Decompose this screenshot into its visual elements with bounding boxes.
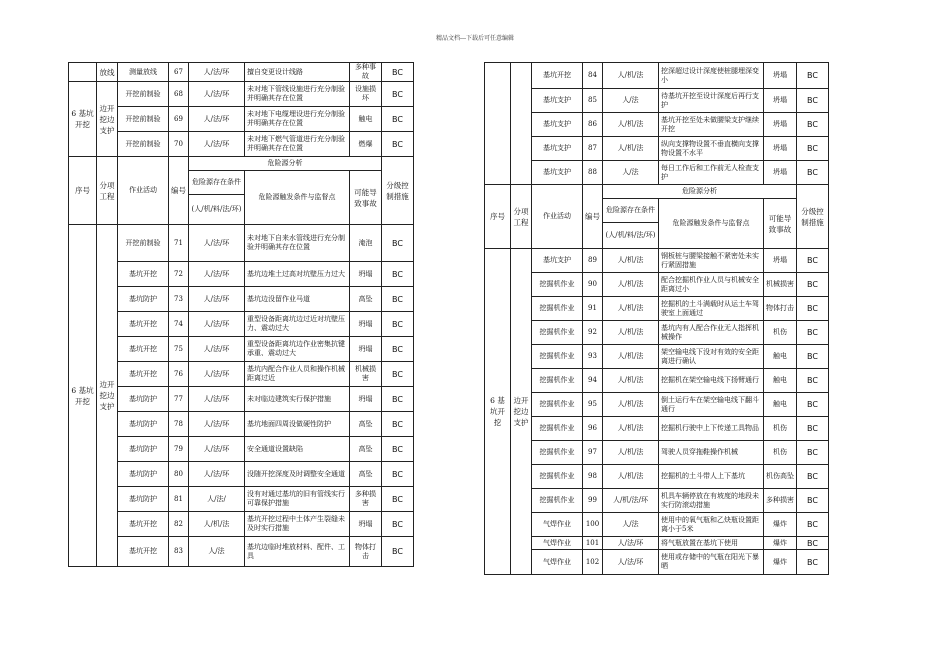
accident-cell: 坍塌	[350, 262, 382, 287]
activity-cell: 基坑防护	[118, 462, 169, 487]
control-level-cell: BC	[797, 417, 829, 441]
accident-cell: 坍塌	[350, 337, 382, 362]
hazard-condition-cell: 人/法/环	[189, 63, 245, 82]
control-level-cell: BC	[382, 337, 414, 362]
number-cell: 101	[583, 537, 603, 550]
hazard-condition-cell: 人/法/环	[603, 537, 659, 550]
hazard-condition-cell: 人/法/环	[189, 412, 245, 437]
trigger-cell: 未对地下自来水管线进行充分制验并明确其存在位置	[245, 225, 350, 262]
number-cell: 92	[583, 321, 603, 345]
group-seq-cell: 6 基坑开挖	[69, 82, 97, 157]
table-row	[485, 537, 829, 550]
control-level-cell: BC	[797, 345, 829, 369]
accident-cell: 爆炸	[764, 550, 797, 575]
activity-cell: 挖掘机作业	[532, 441, 583, 465]
accident-cell: 爆炸	[764, 513, 797, 537]
blank-cell	[511, 63, 532, 185]
trigger-cell: 每日工作后和工作前无人检查支护	[659, 161, 764, 185]
trigger-cell: 纵向支撑物设置不垂直横向支撑物设置不水平	[659, 137, 764, 161]
activity-cell: 挖掘机作业	[532, 321, 583, 345]
number-cell: 87	[583, 137, 603, 161]
control-level-cell: BC	[382, 412, 414, 437]
hazard-condition-cell: 人/法/环	[189, 437, 245, 462]
number-cell: 99	[583, 489, 603, 513]
hazard-condition-cell: 人/机/法/环	[603, 489, 659, 513]
activity-cell: 基坑支护	[532, 161, 583, 185]
table-row	[485, 345, 829, 369]
col-header-number: 编号	[583, 185, 603, 249]
table-row	[485, 393, 829, 417]
hazard-condition-cell: 人/法/环	[189, 337, 245, 362]
hazard-condition-cell: 人/机/法	[603, 273, 659, 297]
col-header-hazard-conditions: 危险源存在条件	[189, 171, 245, 195]
control-level-cell: BC	[797, 550, 829, 575]
control-level-cell: BC	[797, 297, 829, 321]
trigger-cell: 驾驶人员穿拖鞋操作机械	[659, 441, 764, 465]
accident-cell: 高坠	[350, 412, 382, 437]
control-level-cell: BC	[797, 441, 829, 465]
number-cell: 81	[169, 487, 189, 512]
accident-cell: 设施损坏	[350, 82, 382, 107]
blank-cell	[485, 63, 511, 185]
accident-cell: 坍塌	[350, 512, 382, 537]
control-level-cell: BC	[797, 465, 829, 489]
table-row	[485, 465, 829, 489]
left-hazard-table	[68, 62, 414, 567]
trigger-cell: 重型设备距离坑边过近对坑壁压力、震动过大	[245, 312, 350, 337]
sub-project-cell: 放线	[97, 63, 118, 82]
col-header-accident: 可能导致事故	[764, 199, 797, 249]
col-header-activity: 作业活动	[532, 185, 583, 249]
accident-cell: 多种事故	[350, 63, 382, 82]
accident-cell: 触电	[764, 393, 797, 417]
hazard-condition-cell: 人/机/法	[603, 369, 659, 393]
control-level-cell: BC	[797, 249, 829, 273]
table-row	[485, 273, 829, 297]
table-row	[485, 369, 829, 393]
control-level-cell: BC	[382, 437, 414, 462]
control-level-cell: BC	[382, 82, 414, 107]
number-cell: 97	[583, 441, 603, 465]
number-cell: 98	[583, 465, 603, 489]
activity-cell: 基坑防护	[118, 487, 169, 512]
trigger-cell: 基坑开挖过程中土体产生裂缝未及时实行措施	[245, 512, 350, 537]
col-header-sub-project: 分项工程	[511, 185, 532, 249]
accident-cell: 高坠	[350, 462, 382, 487]
accident-cell: 燃爆	[350, 132, 382, 157]
col-header-seq: 序号	[485, 185, 511, 249]
trigger-cell: 未对地下管线设施进行充分制验并明确其存在位置	[245, 82, 350, 107]
trigger-cell: 架空输电线下没对有效的安全距离进行确认	[659, 345, 764, 369]
trigger-cell: 使用或存储中的气瓶在阳光下暴晒	[659, 550, 764, 575]
activity-cell: 基坑支护	[532, 137, 583, 161]
number-cell: 77	[169, 387, 189, 412]
accident-cell: 机伤	[764, 321, 797, 345]
col-header-activity: 作业活动	[118, 157, 169, 225]
hazard-condition-cell: 人/法	[603, 89, 659, 113]
trigger-cell: 没随开挖深度及时调整安全通道	[245, 462, 350, 487]
table-row	[485, 550, 829, 575]
hazard-condition-cell: 人/法/环	[189, 287, 245, 312]
hazard-condition-cell: 人/机/法	[603, 137, 659, 161]
trigger-cell: 挖掘机的土斗带人上下基坑	[659, 465, 764, 489]
hazard-condition-cell: 人/法/环	[189, 82, 245, 107]
control-level-cell: BC	[797, 273, 829, 297]
control-level-cell: BC	[797, 489, 829, 513]
activity-cell: 气焊作业	[532, 513, 583, 537]
control-level-cell: BC	[797, 161, 829, 185]
accident-cell: 高坠	[350, 287, 382, 312]
activity-cell: 挖掘机作业	[532, 345, 583, 369]
table-row	[69, 412, 414, 437]
number-cell: 76	[169, 362, 189, 387]
number-cell: 80	[169, 462, 189, 487]
activity-cell: 基坑支护	[532, 249, 583, 273]
hazard-condition-cell: 人/法/环	[189, 462, 245, 487]
accident-cell: 机伤	[764, 441, 797, 465]
col-header-seq: 序号	[69, 157, 97, 225]
accident-cell: 爆炸	[764, 537, 797, 550]
number-cell: 95	[583, 393, 603, 417]
trigger-cell: 基坑开挖至处未做腰梁支护继续开挖	[659, 113, 764, 137]
number-cell: 69	[169, 107, 189, 132]
accident-cell: 坍塌	[350, 312, 382, 337]
number-cell: 102	[583, 550, 603, 575]
col-header-accident: 可能导致事故	[350, 171, 382, 225]
activity-cell: 挖掘机作业	[532, 297, 583, 321]
accident-cell: 触电	[764, 345, 797, 369]
table-row	[485, 137, 829, 161]
control-level-cell: BC	[382, 362, 414, 387]
number-cell: 67	[169, 63, 189, 82]
accident-cell: 坍塌	[764, 63, 797, 89]
table-row	[69, 225, 414, 262]
accident-cell: 多种损害	[764, 489, 797, 513]
accident-cell: 坍塌	[764, 89, 797, 113]
table-row	[69, 462, 414, 487]
trigger-cell: 安全通道设置缺陷	[245, 437, 350, 462]
number-cell: 74	[169, 312, 189, 337]
activity-cell: 基坑开挖	[118, 262, 169, 287]
table-row	[69, 437, 414, 462]
activity-cell: 基坑防护	[118, 437, 169, 462]
activity-cell: 开挖前制验	[118, 82, 169, 107]
number-cell: 68	[169, 82, 189, 107]
activity-cell: 挖掘机作业	[532, 393, 583, 417]
number-cell: 85	[583, 89, 603, 113]
hazard-condition-cell: 人/机/法	[603, 63, 659, 89]
hazard-condition-cell: 人/法	[603, 161, 659, 185]
number-cell: 96	[583, 417, 603, 441]
trigger-cell: 基坑边没留作业马道	[245, 287, 350, 312]
table-row	[69, 512, 414, 537]
col-header-hazard-analysis: 危险源分析	[603, 185, 797, 199]
activity-cell: 基坑开挖	[118, 537, 169, 567]
control-level-cell: BC	[382, 107, 414, 132]
control-level-cell: BC	[382, 262, 414, 287]
control-level-cell: BC	[382, 487, 414, 512]
activity-cell: 基坑开挖	[532, 63, 583, 89]
activity-cell: 基坑开挖	[118, 312, 169, 337]
control-level-cell: BC	[797, 537, 829, 550]
number-cell: 94	[583, 369, 603, 393]
trigger-cell: 挖掘机行驶中上下传递工具物品	[659, 417, 764, 441]
activity-cell: 基坑防护	[118, 412, 169, 437]
hazard-condition-cell: 人/法/环	[189, 262, 245, 287]
activity-cell: 挖掘机作业	[532, 489, 583, 513]
number-cell: 75	[169, 337, 189, 362]
table-row	[485, 489, 829, 513]
control-level-cell: BC	[797, 513, 829, 537]
hazard-condition-cell: 人/机/法	[603, 393, 659, 417]
accident-cell: 机械损害	[350, 362, 382, 387]
trigger-cell: 基坑内有人配合作业无人指挥机械操作	[659, 321, 764, 345]
col-header-number: 编号	[169, 157, 189, 225]
trigger-cell: 将气瓶放置在基坑下使用	[659, 537, 764, 550]
col-header-hazard-conditions-sub: (人/机/料/法/环)	[189, 195, 245, 225]
activity-cell: 测量放线	[118, 63, 169, 82]
activity-cell: 基坑支护	[532, 113, 583, 137]
control-level-cell: BC	[382, 387, 414, 412]
table-row	[69, 362, 414, 387]
trigger-cell: 挖掘机在架空输电线下扬臂通行	[659, 369, 764, 393]
hazard-condition-cell: 人/法/环	[189, 312, 245, 337]
accident-cell: 坍塌	[764, 249, 797, 273]
control-level-cell: BC	[382, 537, 414, 567]
accident-cell: 物体打击	[350, 537, 382, 567]
control-level-cell: BC	[797, 369, 829, 393]
table-row	[485, 441, 829, 465]
hazard-condition-cell: 人/机/法	[603, 465, 659, 489]
number-cell: 71	[169, 225, 189, 262]
hazard-condition-cell: 人/机/法	[189, 512, 245, 537]
table-row	[69, 387, 414, 412]
trigger-cell: 基坑内配合作业人员和操作机械距离过近	[245, 362, 350, 387]
table-row	[69, 107, 414, 132]
trigger-cell: 倒土运行车在架空输电线下翻斗通行	[659, 393, 764, 417]
hazard-condition-cell: 人/机/法	[603, 113, 659, 137]
col-header-control: 分级控制措施	[382, 157, 414, 225]
table-row	[485, 63, 829, 89]
activity-cell: 气焊作业	[532, 537, 583, 550]
number-cell: 89	[583, 249, 603, 273]
col-header-sub-project: 分项工程	[97, 157, 118, 225]
hazard-condition-cell: 人/机/法	[603, 297, 659, 321]
control-level-cell: BC	[797, 321, 829, 345]
activity-cell: 挖掘机作业	[532, 273, 583, 297]
table-row	[485, 89, 829, 113]
number-cell: 73	[169, 287, 189, 312]
control-level-cell: BC	[382, 287, 414, 312]
accident-cell: 多种损害	[350, 487, 382, 512]
group-seq-cell: 6 基坑开挖	[69, 225, 97, 567]
table-row	[69, 287, 414, 312]
activity-cell: 基坑防护	[118, 387, 169, 412]
table-row	[485, 161, 829, 185]
number-cell: 83	[169, 537, 189, 567]
activity-cell: 气焊作业	[532, 550, 583, 575]
accident-cell: 坍塌	[764, 161, 797, 185]
trigger-cell: 未对临边建筑实行保护措施	[245, 387, 350, 412]
table-row	[69, 63, 414, 82]
table-row	[69, 82, 414, 107]
table-row	[69, 132, 414, 157]
control-level-cell: BC	[797, 113, 829, 137]
table-row	[69, 487, 414, 512]
activity-cell: 开挖前制验	[118, 225, 169, 262]
group-seq-cell: 6 基坑开挖	[485, 249, 511, 575]
activity-cell: 开挖前制验	[118, 107, 169, 132]
table-row	[485, 249, 829, 273]
activity-cell: 挖掘机作业	[532, 369, 583, 393]
trigger-cell: 钢板桩与腰梁接触不紧密处未实行紧固措施	[659, 249, 764, 273]
group-sub-cell: 边开挖边支护	[97, 82, 118, 157]
table-row	[69, 312, 414, 337]
hazard-condition-cell: 人/法/环	[189, 225, 245, 262]
accident-cell: 触电	[764, 369, 797, 393]
accident-cell: 机械损害	[764, 273, 797, 297]
trigger-cell: 基坑地面四周没做硬性防护	[245, 412, 350, 437]
trigger-cell: 挖掘机的土斗满载时从运土车驾驶室上面通过	[659, 297, 764, 321]
group-sub-cell: 边开挖边支护	[511, 249, 532, 575]
control-level-cell: BC	[382, 225, 414, 262]
control-level-cell: BC	[382, 312, 414, 337]
control-level-cell: BC	[382, 512, 414, 537]
page-header-note: 精品文档---下载后可任意编辑	[435, 35, 515, 42]
blank-cell	[69, 63, 97, 82]
number-cell: 82	[169, 512, 189, 537]
accident-cell: 淹泡	[350, 225, 382, 262]
table-row	[69, 537, 414, 567]
hazard-condition-cell: 人/机/法	[603, 249, 659, 273]
accident-cell: 物体打击	[764, 297, 797, 321]
number-cell: 86	[583, 113, 603, 137]
number-cell: 79	[169, 437, 189, 462]
hazard-condition-cell: 人/法/环	[603, 550, 659, 575]
activity-cell: 基坑防护	[118, 287, 169, 312]
hazard-condition-cell: 人/机/法	[603, 417, 659, 441]
number-cell: 78	[169, 412, 189, 437]
trigger-cell: 没有对通过基坑的旧有管线实行可靠保护措施	[245, 487, 350, 512]
table-row	[485, 113, 829, 137]
table-row	[485, 297, 829, 321]
activity-cell: 基坑开挖	[118, 337, 169, 362]
hazard-condition-cell: 人/法/环	[189, 387, 245, 412]
hazard-condition-cell: 人/机/法	[603, 345, 659, 369]
hazard-condition-cell: 人/法	[189, 537, 245, 567]
trigger-cell: 基坑边临时堆放材料、配件、工具	[245, 537, 350, 567]
control-level-cell: BC	[797, 137, 829, 161]
number-cell: 88	[583, 161, 603, 185]
trigger-cell: 未对地下电缆埋设进行充分制验并明确其存在位置	[245, 107, 350, 132]
table-row	[69, 262, 414, 287]
number-cell: 90	[583, 273, 603, 297]
accident-cell: 触电	[350, 107, 382, 132]
number-cell: 100	[583, 513, 603, 537]
hazard-condition-cell: 人/机/法	[603, 441, 659, 465]
col-header-control: 分级控制措施	[797, 185, 829, 249]
trigger-cell: 使用中的氧气瓶和乙炔瓶设置距离小于5米	[659, 513, 764, 537]
hazard-condition-cell: 人/法/环	[189, 132, 245, 157]
control-level-cell: BC	[382, 63, 414, 82]
group-sub-cell: 边开挖边支护	[97, 225, 118, 567]
trigger-cell: 配合挖掘机作业人员与机械安全距离过小	[659, 273, 764, 297]
accident-cell: 坍塌	[350, 387, 382, 412]
table-row	[485, 513, 829, 537]
activity-cell: 开挖前制验	[118, 132, 169, 157]
hazard-condition-cell: 人/机/法	[603, 321, 659, 345]
table-row	[485, 321, 829, 345]
col-header-hazard-conditions-sub: (人/机/料/法/环)	[603, 223, 659, 249]
hazard-condition-cell: 人/法/环	[189, 107, 245, 132]
activity-cell: 基坑开挖	[118, 512, 169, 537]
control-level-cell: BC	[382, 132, 414, 157]
activity-cell: 挖掘机作业	[532, 465, 583, 489]
right-hazard-table	[484, 62, 829, 575]
trigger-cell: 基坑边堆土过高对坑壁压力过大	[245, 262, 350, 287]
number-cell: 93	[583, 345, 603, 369]
control-level-cell: BC	[797, 393, 829, 417]
trigger-cell: 擅自变更设计线路	[245, 63, 350, 82]
control-level-cell: BC	[797, 89, 829, 113]
accident-cell: 机伤	[764, 417, 797, 441]
table-row	[485, 417, 829, 441]
activity-cell: 挖掘机作业	[532, 417, 583, 441]
accident-cell: 机伤高坠	[764, 465, 797, 489]
number-cell: 91	[583, 297, 603, 321]
accident-cell: 坍塌	[764, 113, 797, 137]
control-level-cell: BC	[382, 462, 414, 487]
hazard-condition-cell: 人/法/环	[189, 362, 245, 387]
accident-cell: 坍塌	[764, 137, 797, 161]
table-row	[69, 337, 414, 362]
col-header-hazard-conditions: 危险源存在条件	[603, 199, 659, 223]
trigger-cell: 待基坑开挖至设计深度后再行支护	[659, 89, 764, 113]
number-cell: 84	[583, 63, 603, 89]
control-level-cell: BC	[797, 63, 829, 89]
trigger-cell: 未对地下燃气管道进行充分制验并明确其存在位置	[245, 132, 350, 157]
hazard-condition-cell: 人/法/	[189, 487, 245, 512]
col-header-trigger: 危险源触发条件与监督点	[245, 171, 350, 225]
col-header-trigger: 危险源触发条件与监督点	[659, 199, 764, 249]
trigger-cell: 机具车辆停放在有坡度的地段未实行防滚动措施	[659, 489, 764, 513]
number-cell: 72	[169, 262, 189, 287]
trigger-cell: 挖深超过设计深度使桩腿埋深变小	[659, 63, 764, 89]
number-cell: 70	[169, 132, 189, 157]
accident-cell: 高坠	[350, 437, 382, 462]
hazard-condition-cell: 人/法	[603, 513, 659, 537]
activity-cell: 基坑支护	[532, 89, 583, 113]
col-header-hazard-analysis: 危险源分析	[189, 157, 382, 171]
trigger-cell: 重型设备距离坑边作业密集抗键承重、震动过大	[245, 337, 350, 362]
activity-cell: 基坑开挖	[118, 362, 169, 387]
